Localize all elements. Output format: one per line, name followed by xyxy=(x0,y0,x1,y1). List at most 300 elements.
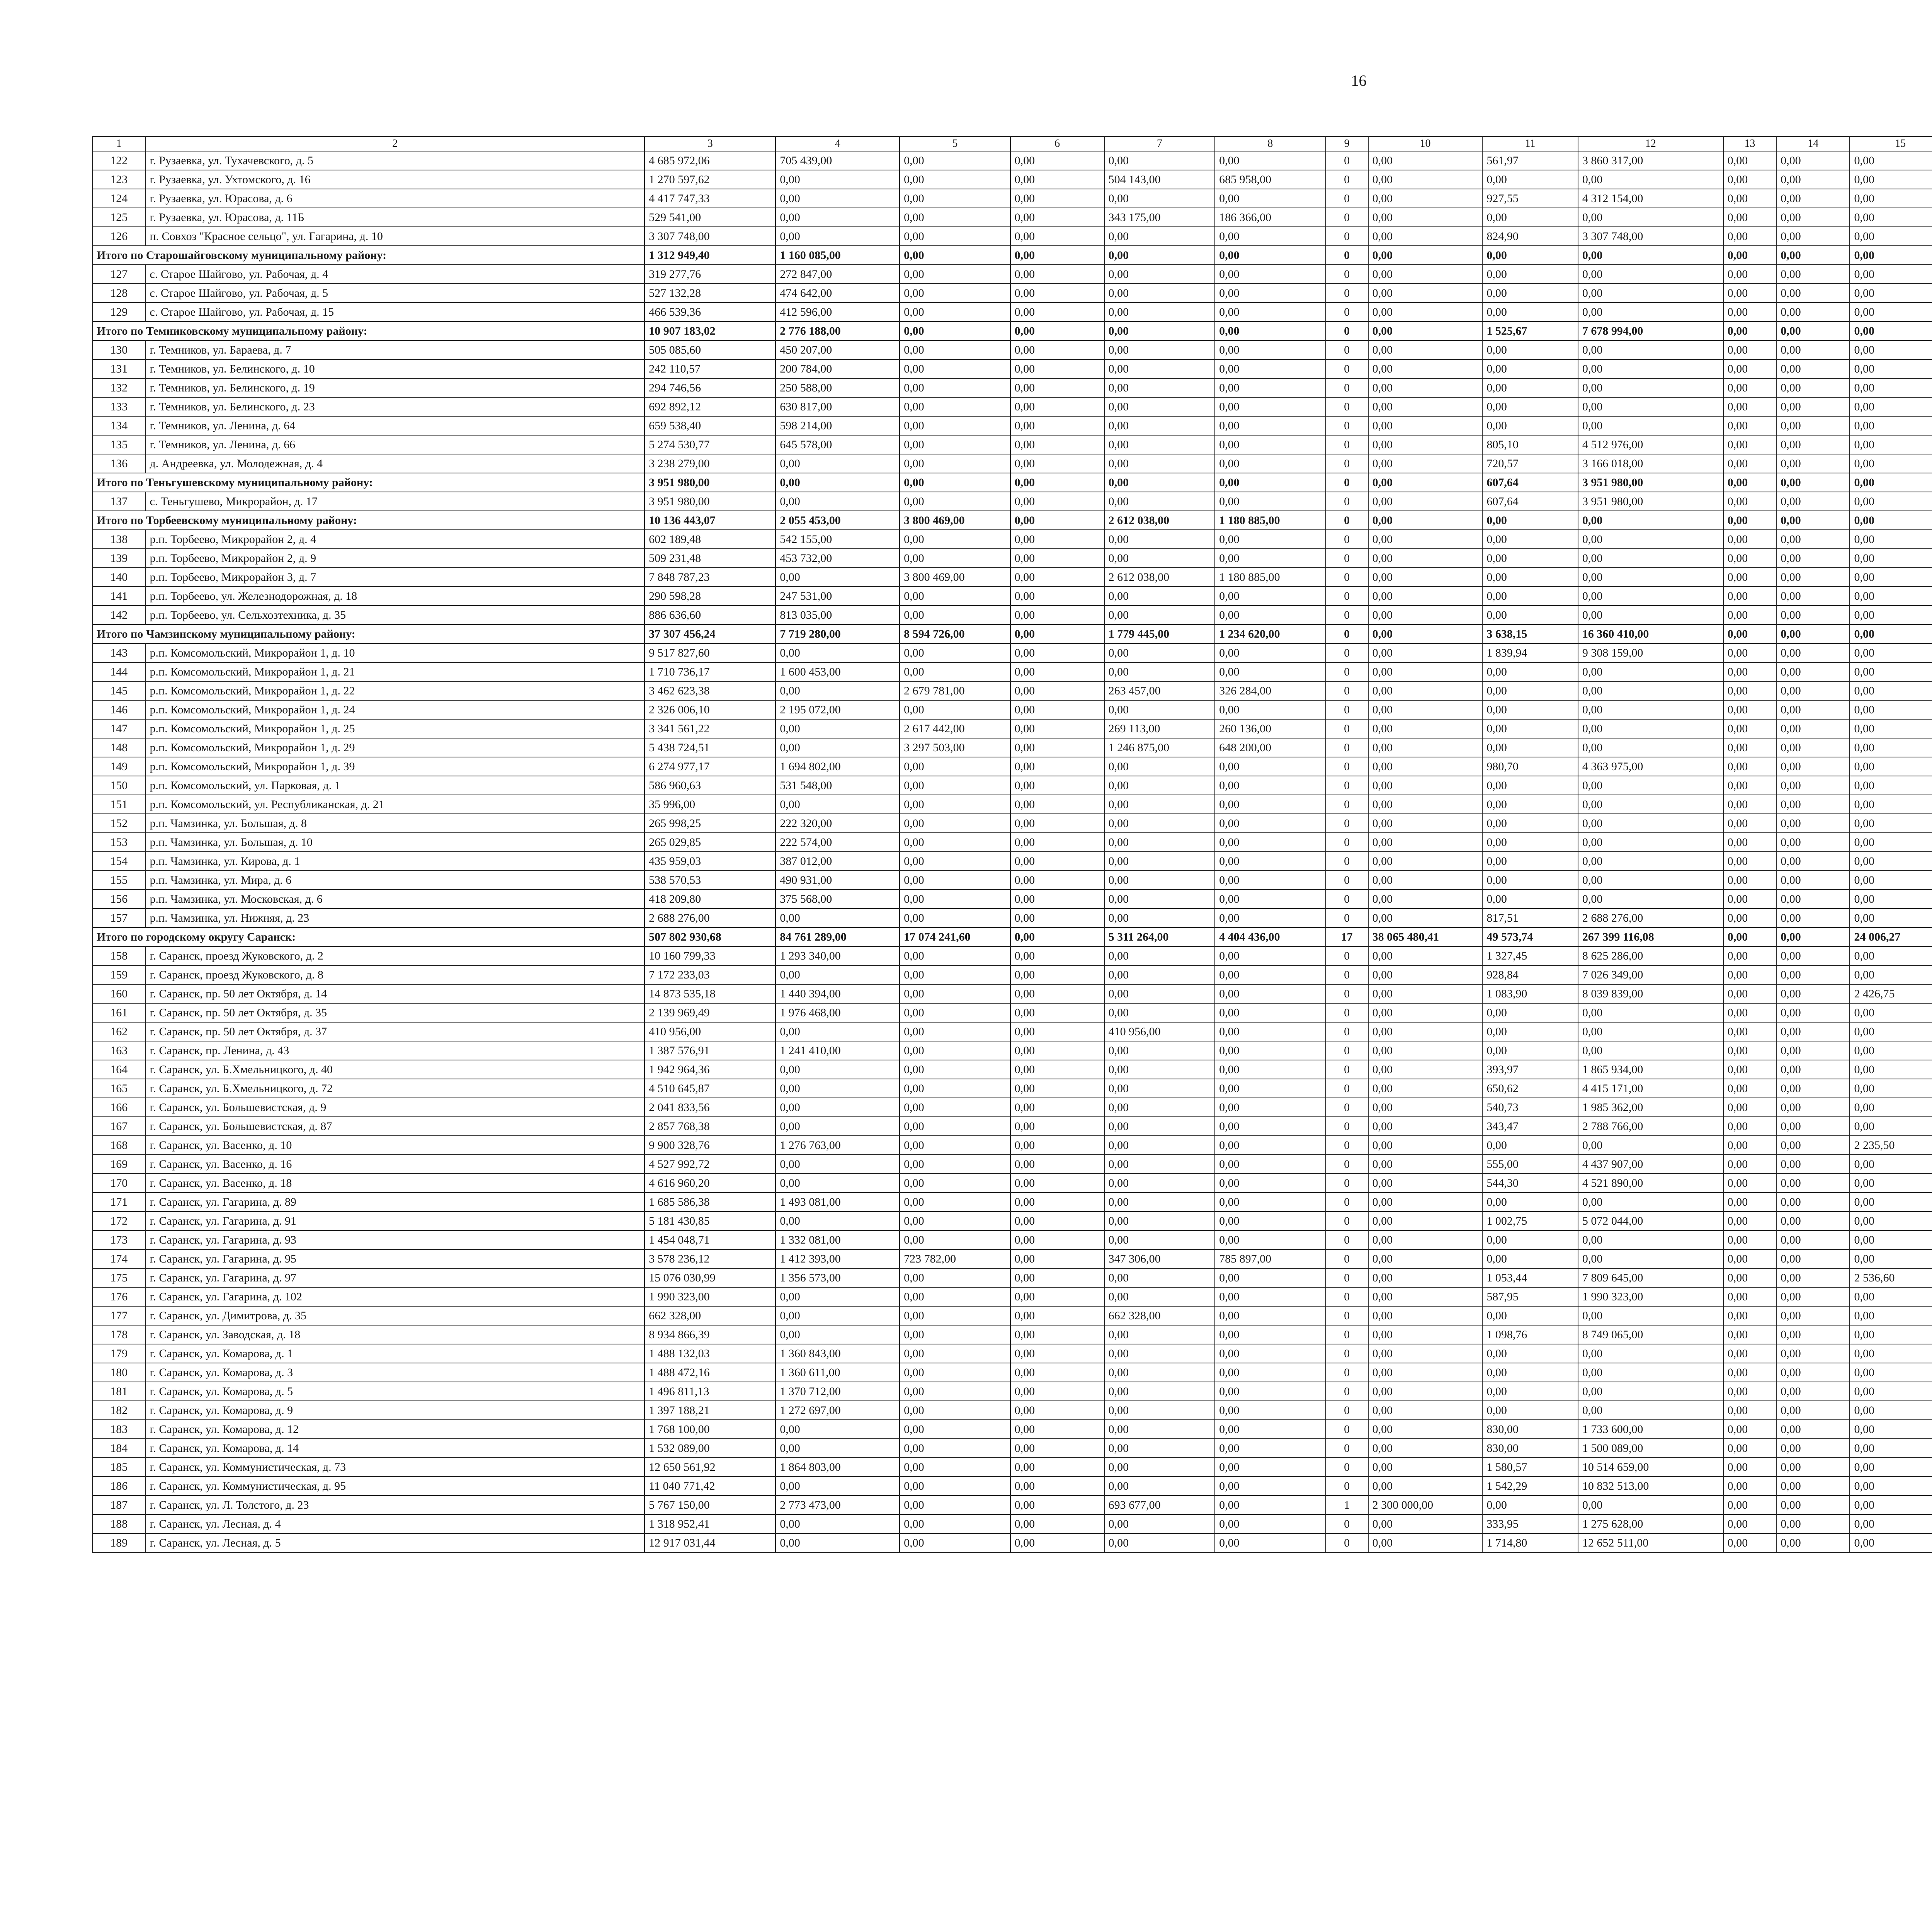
value-cell: 0,00 xyxy=(776,473,900,492)
value-cell: 5 181 430,85 xyxy=(645,1212,776,1230)
value-cell: 1 356 573,00 xyxy=(776,1268,900,1287)
value-cell: 0,00 xyxy=(1776,303,1850,322)
value-cell: 0,00 xyxy=(776,1420,900,1439)
table-row xyxy=(92,1287,1932,1306)
table-row xyxy=(92,1344,1932,1363)
value-cell: 928,84 xyxy=(1482,965,1578,984)
value-cell: 0 xyxy=(1326,492,1368,511)
value-cell: 1 865 934,00 xyxy=(1578,1060,1723,1079)
subtotal-label: Итого по Старошайговскому муниципальному району: xyxy=(92,246,645,265)
value-cell: 0,00 xyxy=(900,359,1010,378)
value-cell: 0,00 xyxy=(1482,340,1578,359)
value-cell: 49 573,74 xyxy=(1482,927,1578,946)
value-cell: 0,00 xyxy=(1578,1022,1723,1041)
value-cell: 824,90 xyxy=(1482,227,1578,246)
column-number: 3 xyxy=(645,136,776,151)
address-cell: р.п. Торбеево, Микрорайон 3, д. 7 xyxy=(146,568,645,587)
value-cell: 0,00 xyxy=(1010,1136,1104,1155)
value-cell: 2 536,60 xyxy=(1850,1268,1932,1287)
value-cell: 0,00 xyxy=(1723,359,1777,378)
value-cell: 1 694 802,00 xyxy=(776,757,900,776)
row-number: 164 xyxy=(92,1060,146,1079)
row-number: 185 xyxy=(92,1458,146,1477)
value-cell: 4 415 171,00 xyxy=(1578,1079,1723,1098)
value-cell: 0,00 xyxy=(900,208,1010,227)
value-cell: 0,00 xyxy=(1578,549,1723,568)
value-cell: 0,00 xyxy=(1850,1249,1932,1268)
address-cell: р.п. Чамзинка, ул. Большая, д. 10 xyxy=(146,833,645,852)
value-cell: 1 293 340,00 xyxy=(776,946,900,965)
table-row xyxy=(92,795,1932,814)
value-cell: 0,00 xyxy=(1010,1022,1104,1041)
value-cell: 0,00 xyxy=(900,871,1010,890)
row-number: 177 xyxy=(92,1306,146,1325)
value-cell: 0,00 xyxy=(1776,719,1850,738)
value-cell: 0,00 xyxy=(900,1363,1010,1382)
value-cell: 830,00 xyxy=(1482,1439,1578,1458)
value-cell: 0,00 xyxy=(1215,1041,1326,1060)
value-cell: 0,00 xyxy=(1104,965,1215,984)
value-cell: 0,00 xyxy=(1215,871,1326,890)
value-cell: 1 397 188,21 xyxy=(645,1401,776,1420)
value-cell: 1 942 964,36 xyxy=(645,1060,776,1079)
value-cell: 0,00 xyxy=(1215,473,1326,492)
row-number: 147 xyxy=(92,719,146,738)
value-cell: 0,00 xyxy=(900,776,1010,795)
value-cell: 0,00 xyxy=(1010,397,1104,416)
table-row xyxy=(92,1079,1932,1098)
value-cell: 0,00 xyxy=(1104,227,1215,246)
value-cell: 0,00 xyxy=(1368,757,1483,776)
value-cell: 0,00 xyxy=(1723,927,1777,946)
column-number: 5 xyxy=(900,136,1010,151)
value-cell: 0,00 xyxy=(1215,530,1326,549)
subtotal-row xyxy=(92,624,1932,643)
value-cell: 0,00 xyxy=(1368,1003,1483,1022)
value-cell: 0,00 xyxy=(1850,946,1932,965)
value-cell: 0 xyxy=(1326,624,1368,643)
value-cell: 0,00 xyxy=(1010,681,1104,700)
value-cell: 0,00 xyxy=(1104,1117,1215,1136)
value-cell: 0,00 xyxy=(1776,530,1850,549)
value-cell: 0,00 xyxy=(1482,208,1578,227)
row-number: 180 xyxy=(92,1363,146,1382)
value-cell: 0,00 xyxy=(1215,303,1326,322)
value-cell: 805,10 xyxy=(1482,435,1578,454)
value-cell: 0,00 xyxy=(1578,1401,1723,1420)
table-row xyxy=(92,530,1932,549)
value-cell: 269 113,00 xyxy=(1104,719,1215,738)
table-row xyxy=(92,265,1932,284)
value-cell: 222 320,00 xyxy=(776,814,900,833)
value-cell: 0 xyxy=(1326,662,1368,681)
value-cell: 5 438 724,51 xyxy=(645,738,776,757)
value-cell: 0,00 xyxy=(1578,1230,1723,1249)
row-number: 161 xyxy=(92,1003,146,1022)
value-cell: 0,00 xyxy=(1104,416,1215,435)
value-cell: 0,00 xyxy=(1010,1325,1104,1344)
value-cell: 0,00 xyxy=(1850,795,1932,814)
value-cell: 927,55 xyxy=(1482,189,1578,208)
table-row xyxy=(92,1514,1932,1533)
value-cell: 0,00 xyxy=(1578,340,1723,359)
value-cell: 7 848 787,23 xyxy=(645,568,776,587)
value-cell: 0,00 xyxy=(1215,795,1326,814)
value-cell: 0,00 xyxy=(1776,1439,1850,1458)
value-cell: 0,00 xyxy=(1104,1212,1215,1230)
value-cell: 0,00 xyxy=(900,606,1010,624)
value-cell: 0,00 xyxy=(1776,378,1850,397)
value-cell: 0 xyxy=(1326,776,1368,795)
value-cell: 0,00 xyxy=(1104,1136,1215,1155)
value-cell: 0,00 xyxy=(1723,151,1777,170)
value-cell: 0,00 xyxy=(1368,246,1483,265)
value-cell: 0,00 xyxy=(1104,1060,1215,1079)
value-cell: 0,00 xyxy=(900,1098,1010,1117)
value-cell: 0,00 xyxy=(1482,568,1578,587)
value-cell: 0,00 xyxy=(1104,378,1215,397)
value-cell: 0,00 xyxy=(1482,359,1578,378)
value-cell: 0,00 xyxy=(900,643,1010,662)
value-cell: 0,00 xyxy=(1368,833,1483,852)
value-cell: 0,00 xyxy=(1368,492,1483,511)
value-cell: 1 580,57 xyxy=(1482,1458,1578,1477)
value-cell: 0,00 xyxy=(1368,1060,1483,1079)
value-cell: 0,00 xyxy=(1776,776,1850,795)
column-number: 7 xyxy=(1104,136,1215,151)
value-cell: 4 616 960,20 xyxy=(645,1174,776,1193)
value-cell: 1 360 611,00 xyxy=(776,1363,900,1382)
value-cell: 0,00 xyxy=(1010,322,1104,340)
value-cell: 0,00 xyxy=(1482,871,1578,890)
row-number: 128 xyxy=(92,284,146,303)
value-cell: 0,00 xyxy=(1010,1439,1104,1458)
value-cell: 0,00 xyxy=(1215,1344,1326,1363)
table-row xyxy=(92,303,1932,322)
value-cell: 0,00 xyxy=(1850,833,1932,852)
table-row xyxy=(92,1230,1932,1249)
value-cell: 0,00 xyxy=(1482,1041,1578,1060)
row-number: 134 xyxy=(92,416,146,435)
value-cell: 0 xyxy=(1326,265,1368,284)
value-cell: 0,00 xyxy=(1010,511,1104,530)
row-number: 140 xyxy=(92,568,146,587)
value-cell: 3 860 317,00 xyxy=(1578,151,1723,170)
value-cell: 3 800 469,00 xyxy=(900,511,1010,530)
value-cell: 0,00 xyxy=(1776,587,1850,606)
value-cell: 410 956,00 xyxy=(1104,1022,1215,1041)
value-cell: 0,00 xyxy=(1215,757,1326,776)
value-cell: 0,00 xyxy=(1482,530,1578,549)
value-cell: 0,00 xyxy=(1723,416,1777,435)
value-cell: 0,00 xyxy=(1368,606,1483,624)
column-number: 13 xyxy=(1723,136,1777,151)
value-cell: 0,00 xyxy=(1776,1155,1850,1174)
value-cell: 0,00 xyxy=(1850,1174,1932,1193)
value-cell: 0,00 xyxy=(1850,151,1932,170)
value-cell: 0,00 xyxy=(1850,1325,1932,1344)
value-cell: 4 417 747,33 xyxy=(645,189,776,208)
value-cell: 0,00 xyxy=(1368,1136,1483,1155)
address-cell: г. Рузаевка, ул. Юрасова, д. 6 xyxy=(146,189,645,208)
value-cell: 0,00 xyxy=(1723,1193,1777,1212)
value-cell: 0,00 xyxy=(1850,1155,1932,1174)
value-cell: 290 598,28 xyxy=(645,587,776,606)
row-number: 170 xyxy=(92,1174,146,1193)
value-cell: 0,00 xyxy=(776,1325,900,1344)
value-cell: 0,00 xyxy=(1578,871,1723,890)
value-cell: 9 308 159,00 xyxy=(1578,643,1723,662)
table-row xyxy=(92,984,1932,1003)
row-number: 149 xyxy=(92,757,146,776)
value-cell: 0,00 xyxy=(1850,757,1932,776)
row-number: 162 xyxy=(92,1022,146,1041)
table-row xyxy=(92,700,1932,719)
value-cell: 0,00 xyxy=(1850,1514,1932,1533)
value-cell: 0,00 xyxy=(1776,1003,1850,1022)
value-cell: 3 297 503,00 xyxy=(900,738,1010,757)
address-cell: г. Саранск, ул. Комарова, д. 5 xyxy=(146,1382,645,1401)
value-cell: 0,00 xyxy=(900,549,1010,568)
value-cell: 0,00 xyxy=(1578,1382,1723,1401)
value-cell: 0,00 xyxy=(1215,1230,1326,1249)
value-cell: 0,00 xyxy=(1368,397,1483,416)
value-cell: 0,00 xyxy=(1578,606,1723,624)
table-row xyxy=(92,151,1932,170)
address-cell: г. Саранск, ул. Гагарина, д. 97 xyxy=(146,1268,645,1287)
row-number: 141 xyxy=(92,587,146,606)
value-cell: 0,00 xyxy=(1723,776,1777,795)
value-cell: 0,00 xyxy=(1776,1212,1850,1230)
value-cell: 7 678 994,00 xyxy=(1578,322,1723,340)
value-cell: 1 234 620,00 xyxy=(1215,624,1326,643)
value-cell: 0,00 xyxy=(1850,587,1932,606)
value-cell: 0 xyxy=(1326,871,1368,890)
table-row xyxy=(92,776,1932,795)
value-cell: 0,00 xyxy=(1578,890,1723,909)
value-cell: 7 026 349,00 xyxy=(1578,965,1723,984)
value-cell: 0,00 xyxy=(1215,359,1326,378)
value-cell: 0,00 xyxy=(1010,719,1104,738)
column-number: 4 xyxy=(776,136,900,151)
value-cell: 0,00 xyxy=(1723,965,1777,984)
value-cell: 2 773 473,00 xyxy=(776,1496,900,1514)
value-cell: 0,00 xyxy=(1368,965,1483,984)
value-cell: 0,00 xyxy=(1776,1477,1850,1496)
value-cell: 0,00 xyxy=(1104,662,1215,681)
value-cell: 0,00 xyxy=(1482,1363,1578,1382)
value-cell: 0 xyxy=(1326,833,1368,852)
value-cell: 0,00 xyxy=(1368,909,1483,927)
value-cell: 0,00 xyxy=(1368,890,1483,909)
value-cell: 3 951 980,00 xyxy=(1578,492,1723,511)
value-cell: 6 274 977,17 xyxy=(645,757,776,776)
value-cell: 0,00 xyxy=(1776,473,1850,492)
value-cell: 0,00 xyxy=(1368,1249,1483,1268)
value-cell: 0,00 xyxy=(1850,454,1932,473)
value-cell: 0 xyxy=(1326,643,1368,662)
value-cell: 0,00 xyxy=(1368,1439,1483,1458)
value-cell: 0,00 xyxy=(1010,606,1104,624)
value-cell: 0,00 xyxy=(1368,795,1483,814)
value-cell: 393,97 xyxy=(1482,1060,1578,1079)
row-number: 187 xyxy=(92,1496,146,1514)
value-cell: 645 578,00 xyxy=(776,435,900,454)
value-cell: 0,00 xyxy=(1723,265,1777,284)
table-row xyxy=(92,1363,1932,1382)
value-cell: 474 642,00 xyxy=(776,284,900,303)
value-cell: 0,00 xyxy=(1215,1382,1326,1401)
value-cell: 586 960,63 xyxy=(645,776,776,795)
value-cell: 3 951 980,00 xyxy=(645,492,776,511)
table-row xyxy=(92,1022,1932,1041)
value-cell: 0,00 xyxy=(1850,359,1932,378)
value-cell: 0 xyxy=(1326,1514,1368,1533)
value-cell: 0,00 xyxy=(1850,1022,1932,1041)
value-cell: 0,00 xyxy=(1010,1477,1104,1496)
value-cell: 14 873 535,18 xyxy=(645,984,776,1003)
value-cell: 0,00 xyxy=(1482,1496,1578,1514)
value-cell: 0 xyxy=(1326,946,1368,965)
value-cell: 0,00 xyxy=(1010,170,1104,189)
value-cell: 0,00 xyxy=(1850,1533,1932,1552)
value-cell: 0 xyxy=(1326,397,1368,416)
value-cell: 0,00 xyxy=(1723,1496,1777,1514)
value-cell: 17 xyxy=(1326,927,1368,946)
value-cell: 0 xyxy=(1326,852,1368,871)
row-number: 144 xyxy=(92,662,146,681)
value-cell: 0,00 xyxy=(1776,284,1850,303)
address-cell: г. Рузаевка, ул. Ухтомского, д. 16 xyxy=(146,170,645,189)
value-cell: 0,00 xyxy=(1215,340,1326,359)
value-cell: 0,00 xyxy=(1578,170,1723,189)
row-number: 157 xyxy=(92,909,146,927)
value-cell: 4 512 976,00 xyxy=(1578,435,1723,454)
value-cell: 1 685 586,38 xyxy=(645,1193,776,1212)
row-number: 155 xyxy=(92,871,146,890)
value-cell: 5 311 264,00 xyxy=(1104,927,1215,946)
row-number: 174 xyxy=(92,1249,146,1268)
value-cell: 0,00 xyxy=(1776,1306,1850,1325)
value-cell: 0 xyxy=(1326,757,1368,776)
value-cell: 0,00 xyxy=(1776,1458,1850,1477)
value-cell: 0,00 xyxy=(900,530,1010,549)
value-cell: 0,00 xyxy=(1010,946,1104,965)
value-cell: 0,00 xyxy=(1482,1382,1578,1401)
value-cell: 0,00 xyxy=(900,1060,1010,1079)
value-cell: 0,00 xyxy=(900,1193,1010,1212)
address-cell: г. Саранск, ул. Комарова, д. 12 xyxy=(146,1420,645,1439)
value-cell: 0,00 xyxy=(900,909,1010,927)
value-cell: 0,00 xyxy=(1104,1514,1215,1533)
value-cell: 0,00 xyxy=(1723,227,1777,246)
value-cell: 0,00 xyxy=(776,1098,900,1117)
value-cell: 0,00 xyxy=(1723,757,1777,776)
value-cell: 0,00 xyxy=(1215,700,1326,719)
value-cell: 0,00 xyxy=(1010,227,1104,246)
value-cell: 0,00 xyxy=(1368,719,1483,738)
value-cell: 0,00 xyxy=(1723,1212,1777,1230)
value-cell: 4 527 992,72 xyxy=(645,1155,776,1174)
value-cell: 0,00 xyxy=(1776,1401,1850,1420)
value-cell: 5 767 150,00 xyxy=(645,1496,776,1514)
value-cell: 504 143,00 xyxy=(1104,170,1215,189)
table-row xyxy=(92,359,1932,378)
value-cell: 0,00 xyxy=(1776,624,1850,643)
value-cell: 0,00 xyxy=(900,322,1010,340)
value-cell: 813 035,00 xyxy=(776,606,900,624)
table-row xyxy=(92,1060,1932,1079)
value-cell: 0,00 xyxy=(1482,795,1578,814)
value-cell: 0,00 xyxy=(1723,492,1777,511)
value-cell: 1 312 949,40 xyxy=(645,246,776,265)
row-number: 189 xyxy=(92,1533,146,1552)
value-cell: 2 326 006,10 xyxy=(645,700,776,719)
value-cell: 0,00 xyxy=(900,946,1010,965)
value-cell: 343,47 xyxy=(1482,1117,1578,1136)
table-row xyxy=(92,1496,1932,1514)
value-cell: 0,00 xyxy=(1010,1230,1104,1249)
row-number: 137 xyxy=(92,492,146,511)
value-cell: 0 xyxy=(1326,1060,1368,1079)
value-cell: 0,00 xyxy=(900,340,1010,359)
value-cell: 0,00 xyxy=(1850,1212,1932,1230)
table-row xyxy=(92,1003,1932,1022)
value-cell: 0 xyxy=(1326,170,1368,189)
value-cell: 0 xyxy=(1326,246,1368,265)
value-cell: 0,00 xyxy=(1104,1041,1215,1060)
value-cell: 0,00 xyxy=(1850,1420,1932,1439)
value-cell: 0,00 xyxy=(1776,946,1850,965)
value-cell: 598 214,00 xyxy=(776,416,900,435)
value-cell: 0,00 xyxy=(1776,189,1850,208)
address-cell: р.п. Торбеево, Микрорайон 2, д. 4 xyxy=(146,530,645,549)
value-cell: 0,00 xyxy=(1776,1325,1850,1344)
value-cell: 0,00 xyxy=(1215,1117,1326,1136)
value-cell: 247 531,00 xyxy=(776,587,900,606)
row-number: 129 xyxy=(92,303,146,322)
value-cell: 0,00 xyxy=(1776,246,1850,265)
table-row xyxy=(92,587,1932,606)
value-cell: 720,57 xyxy=(1482,454,1578,473)
value-cell: 0,00 xyxy=(1010,1193,1104,1212)
value-cell: 0,00 xyxy=(1723,340,1777,359)
value-cell: 0,00 xyxy=(1723,890,1777,909)
value-cell: 0,00 xyxy=(1776,1514,1850,1533)
value-cell: 0,00 xyxy=(900,700,1010,719)
value-cell: 0,00 xyxy=(1104,1230,1215,1249)
value-cell: 630 817,00 xyxy=(776,397,900,416)
value-cell: 0,00 xyxy=(1776,1193,1850,1212)
table-row xyxy=(92,719,1932,738)
value-cell: 0,00 xyxy=(1850,473,1932,492)
value-cell: 453 732,00 xyxy=(776,549,900,568)
value-cell: 272 847,00 xyxy=(776,265,900,284)
row-number: 136 xyxy=(92,454,146,473)
value-cell: 0,00 xyxy=(1723,511,1777,530)
value-cell: 602 189,48 xyxy=(645,530,776,549)
value-cell: 0,00 xyxy=(900,492,1010,511)
value-cell: 3 951 980,00 xyxy=(645,473,776,492)
address-cell: г. Саранск, ул. Лесная, д. 4 xyxy=(146,1514,645,1533)
value-cell: 0,00 xyxy=(1215,151,1326,170)
capital-repair-table xyxy=(92,136,1932,1553)
value-cell: 0,00 xyxy=(1578,284,1723,303)
value-cell: 0,00 xyxy=(1215,1079,1326,1098)
value-cell: 0,00 xyxy=(1776,227,1850,246)
subtotal-label: Итого по Торбеевскому муниципальному району: xyxy=(92,511,645,530)
value-cell: 0,00 xyxy=(1368,871,1483,890)
